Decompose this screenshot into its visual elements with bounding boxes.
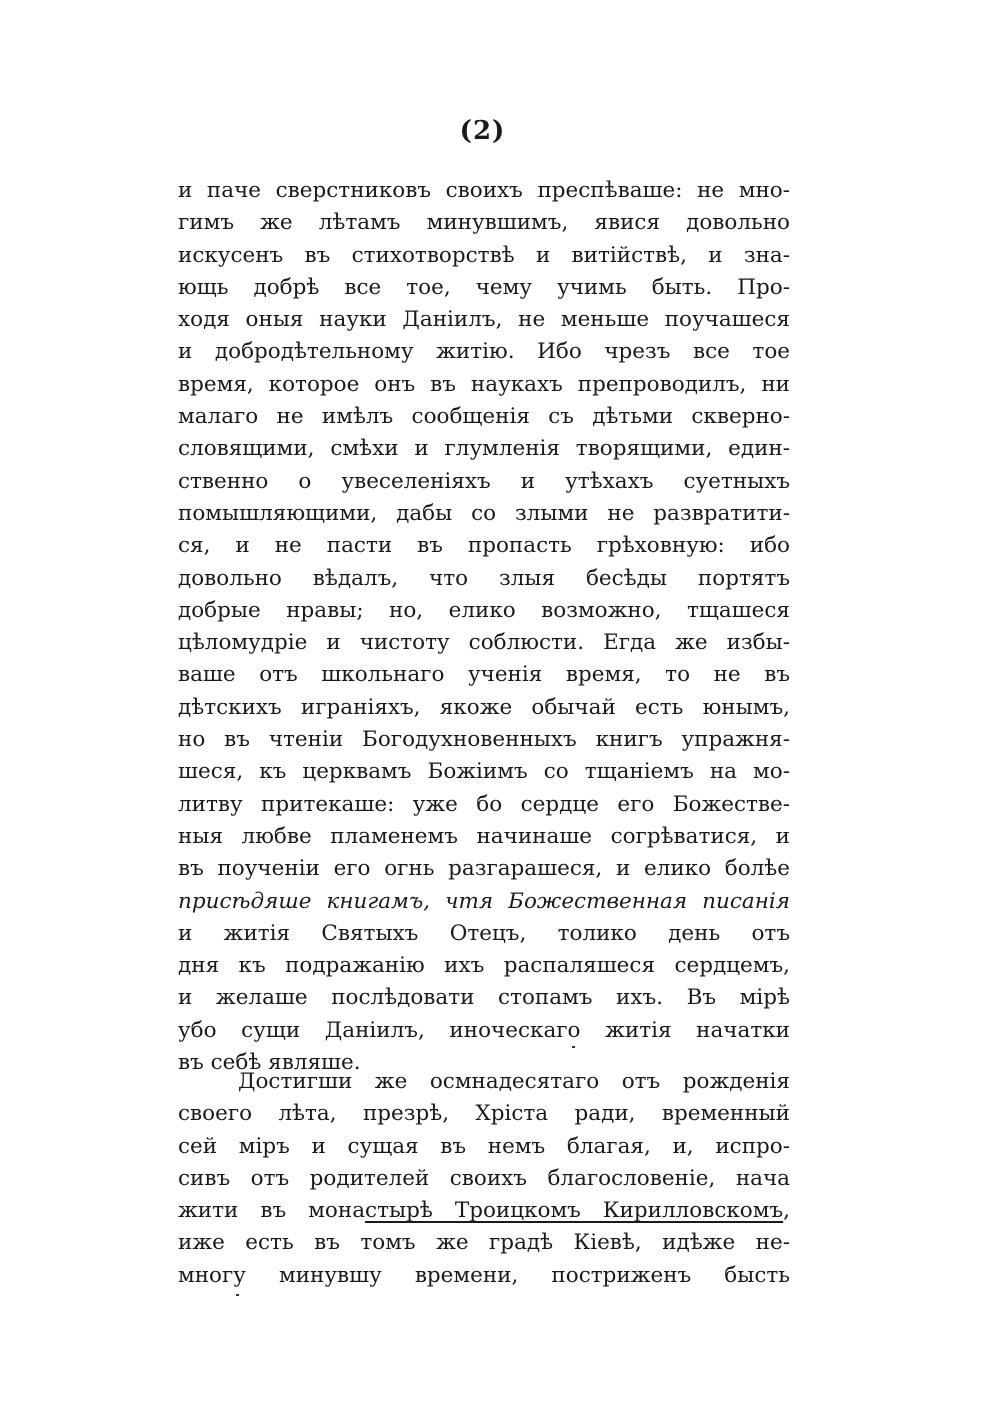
paragraph-2	[178, 1066, 790, 1292]
text-line: ющь добрѣ все тое, чему учимь быть. Про-	[178, 274, 790, 300]
underlined-text: стырѣ Троицкомъ Кирилловскомъ	[365, 1198, 784, 1224]
text-line: ныя любве пламенемъ начинаше согрѣватися, и	[178, 823, 790, 849]
text-line: многу минувшу времени, постриженъ бысть	[178, 1262, 790, 1288]
text-line: Достигши же осмнадесятаго отъ рожденія	[238, 1069, 790, 1094]
text-line: и желаше послѣдовати стопамъ ихъ. Въ мірѣ	[178, 985, 790, 1011]
text-line-with-underline	[178, 1195, 790, 1227]
page-number: (2)	[459, 116, 506, 146]
text-line: своего лѣта, презрѣ, Хріста ради, временный	[178, 1101, 790, 1127]
text-line: сивъ отъ родителей своихъ благословеніе, нача	[178, 1165, 790, 1191]
text-line: время, которое онъ въ наукахъ препроводилъ, ни	[178, 371, 790, 397]
text-line: словящими, смѣхи и глумленія творящими, един-	[178, 436, 790, 462]
paragraph-1	[178, 175, 790, 1079]
text-line: дѣтскихъ играніяхъ, якоже обычай есть юнымъ,	[178, 694, 790, 720]
ink-speck	[236, 1294, 239, 1296]
text-line: шеся, къ церквамъ Божіимъ со тщаніемъ на мо-	[178, 759, 790, 785]
text-line: ственно о увеселеніяхъ и утѣхахъ суетныхъ	[178, 468, 790, 494]
text-line: ся, и не пасти въ пропасть грѣховную: ибо	[178, 533, 790, 559]
text-line: въ поученіи его огнь разгарашеся, и елико болѣе	[178, 856, 790, 882]
text-line: ваше отъ школьнаго ученія время, то не въ	[178, 662, 790, 688]
text-fragment: ,	[783, 1198, 790, 1224]
text-line: искусенъ въ стихотворствѣ и витійствѣ, и зна-	[178, 242, 790, 268]
text-line: иже есть въ томъ же градѣ Кіевѣ, идѣже не-	[178, 1230, 790, 1256]
text-line: помышляющими, дабы со злыми не развратити-	[178, 500, 790, 526]
text-line-italic: присѣдяше книгамъ, чтя Божественная писанія	[178, 888, 790, 914]
text-line: гимъ же лѣтамъ минувшимъ, явися довольно	[178, 210, 790, 236]
text-line: добрые нравы; но, елико возможно, тщашеся	[178, 597, 790, 623]
text-line: дня къ подражанію ихъ распаляшеся сердцемъ,	[178, 953, 790, 979]
text-line: довольно вѣдалъ, что злыя бесѣды портятъ	[178, 565, 790, 591]
text-line: но въ чтеніи Богодухновенныхъ книгъ упражня-	[178, 727, 790, 753]
text-line: ходя оныя науки Даніилъ, не меньше поучашеся	[178, 307, 790, 333]
ink-speck	[572, 1046, 575, 1048]
text-line: и добродѣтельному житію. Ибо чрезъ все тое	[178, 339, 790, 365]
text-line: и паче сверстниковъ своихъ преспѣваше: не мно-	[178, 178, 790, 203]
text-line: въ себѣ являше.	[178, 1050, 361, 1076]
text-line: малаго не имѣлъ сообщенія съ дѣтьми скверно-	[178, 404, 790, 430]
text-fragment: жити въ мона	[178, 1198, 366, 1224]
text-line: убо сущи Даніилъ, иноческаго житія начатки	[178, 1017, 790, 1043]
text-line: сей міръ и сущая въ немъ благая, и, испро-	[178, 1133, 790, 1159]
text-line: литву притекаше: уже бо сердце его Божестве-	[178, 791, 790, 817]
text-line: и житія Святыхъ Отецъ, толико день отъ	[178, 920, 790, 946]
text-line: цѣломудріе и чистоту соблюсти. Егда же избы-	[178, 630, 790, 656]
